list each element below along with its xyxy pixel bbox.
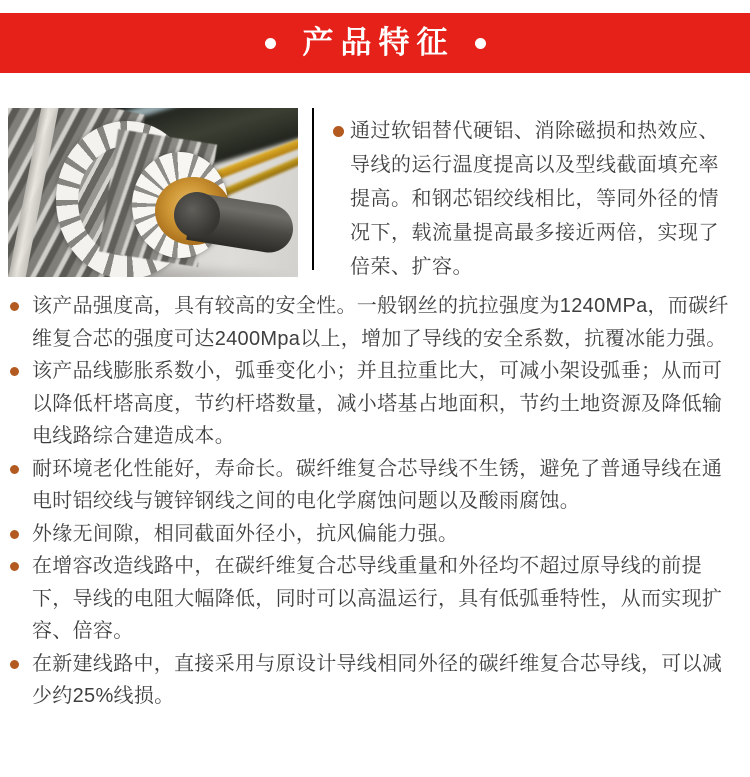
feature-text: 该产品强度高，具有较高的安全性。一般钢丝的抗拉强度为1240MPa，而碳纤维复合芯的强度可达2400Mpa以上，增加了导线的安全系数，抗覆冰能力强。 — [32, 295, 729, 350]
feature-text: 在增容改造线路中，在碳纤维复合芯导线重量和外径均不超过原导线的前提下，导线的电阻大幅降低，同时可以高温运行，具有低弧垂特性，从而实现扩容、倍容。 — [32, 555, 723, 642]
intro-text: 通过软铝替代硬铝、消除磁损和热效应、导线的运行温度提高以及型线截面填充率提高。和钢芯铝绞线相比，等同外径的情况下，载流量提高最多接近两倍，实现了倍荣、扩容。 — [350, 120, 719, 278]
page-title: 产品特征 — [302, 25, 455, 60]
bullet-icon — [10, 660, 19, 669]
feature-item — [10, 550, 742, 648]
feature-text: 在新建线路中，直接采用与原设计导线相同外径的碳纤维复合芯导线，可以减少约25%线损。 — [32, 652, 723, 707]
intro-text-block — [333, 114, 722, 284]
section-header-banner — [0, 13, 750, 73]
feature-item — [10, 453, 742, 518]
header-right-dot-icon — [475, 38, 486, 49]
feature-text: 该产品线膨胀系数小，弧垂变化小；并且拉重比大，可减小架设弧垂；从而可以降低杆塔高度，节约杆塔数量，减小塔基占地面积，节约土地资源及降低输电线路综合建造成本。 — [32, 360, 723, 447]
bullet-icon — [333, 126, 344, 137]
bullet-icon — [10, 302, 19, 311]
feature-item — [10, 290, 742, 355]
bullet-icon — [10, 367, 19, 376]
bullet-icon — [10, 562, 19, 571]
vertical-divider — [312, 108, 314, 270]
feature-text: 耐环境老化性能好，寿命长。碳纤维复合芯导线不生锈，避免了普通导线在通电时铝绞线与镀锌钢线之间的电化学腐蚀问题以及酸雨腐蚀。 — [32, 457, 723, 512]
features-list — [0, 290, 750, 713]
header-left-dot-icon — [265, 38, 276, 49]
photo-carbon-core-face — [174, 192, 220, 238]
product-photo — [8, 108, 298, 277]
bullet-icon — [10, 530, 19, 539]
feature-item — [10, 518, 742, 551]
feature-text: 外缘无间隙，相同截面外径小，抗风偏能力强。 — [32, 522, 459, 545]
feature-item — [10, 648, 742, 713]
bullet-icon — [10, 465, 19, 474]
feature-item — [10, 355, 742, 453]
intro-section — [0, 108, 750, 277]
